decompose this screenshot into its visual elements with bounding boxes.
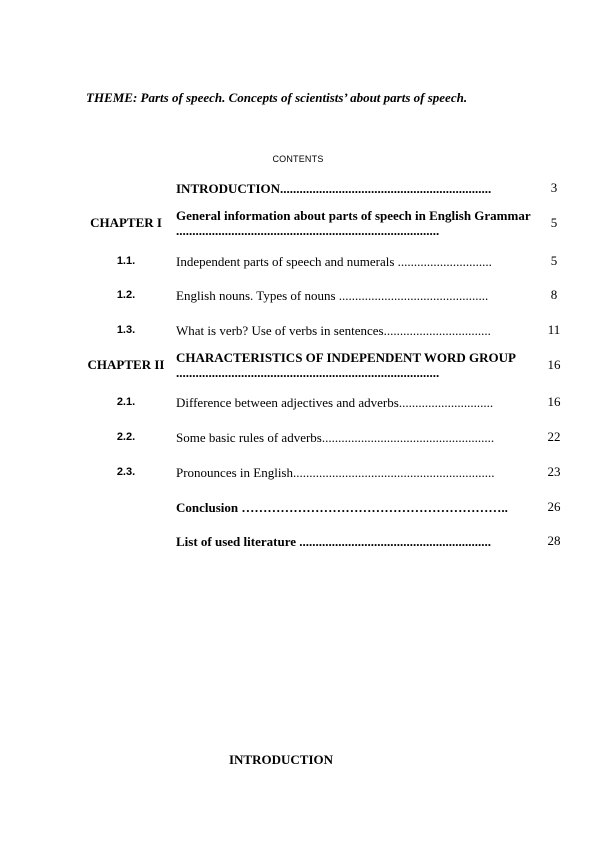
toc-number: 1.2. <box>116 289 136 301</box>
toc-page: 16 <box>547 357 561 372</box>
toc-row-2-3[interactable] <box>84 454 574 490</box>
toc-page: 5 <box>550 215 558 230</box>
toc-title: Conclusion …………………………………………………….. <box>176 499 508 515</box>
contents-title: CONTENTS <box>272 154 324 164</box>
toc-number: CHAPTER I <box>90 215 162 230</box>
toc-page: 11 <box>547 322 561 337</box>
toc-number <box>84 489 168 525</box>
toc-row-chapter-2[interactable] <box>84 347 574 383</box>
toc-title: Independent parts of speech and numerals ............................. <box>176 253 492 269</box>
toc-title: INTRODUCTION................................................................. <box>176 180 492 196</box>
toc-page: 23 <box>547 464 561 479</box>
toc-page: 22 <box>547 429 561 444</box>
toc-number <box>84 523 168 559</box>
toc-row-introduction[interactable] <box>84 170 574 206</box>
toc-page: 26 <box>547 499 561 514</box>
toc-title: What is verb? Use of verbs in sentences................................. <box>176 322 491 338</box>
toc-number: 1.3. <box>116 324 136 336</box>
toc-row-literature[interactable] <box>84 523 574 559</box>
introduction-heading: INTRODUCTION <box>228 752 333 767</box>
toc-page: 28 <box>547 533 561 548</box>
toc-row-2-2[interactable] <box>84 419 574 455</box>
toc-row-chapter-1[interactable] <box>84 205 574 241</box>
toc-title: List of used literature ........................................................... <box>176 533 491 549</box>
toc-number: 2.1. <box>116 396 136 408</box>
toc-page: 5 <box>550 253 558 268</box>
toc-number <box>84 170 168 206</box>
toc-row-1-1[interactable] <box>84 243 574 279</box>
toc-title: Pronounces in English.............................................................. <box>176 464 495 480</box>
toc-row-conclusion[interactable] <box>84 489 574 525</box>
toc-row-2-1[interactable] <box>84 384 574 420</box>
toc-number: 2.3. <box>116 466 136 478</box>
toc-page: 3 <box>550 180 558 195</box>
toc-number: CHAPTER II <box>87 357 165 372</box>
toc-number: 2.2. <box>116 431 136 443</box>
toc-row-1-2[interactable] <box>84 277 574 313</box>
toc-title: English nouns. Types of nouns .............................................. <box>176 287 489 303</box>
toc-title: Some basic rules of adverbs..................................................... <box>176 429 495 445</box>
toc-title: CHARACTERISTICS OF INDEPENDENT WORD GROUP ................................................................................. <box>176 350 516 380</box>
toc-number: 1.1. <box>116 255 136 267</box>
toc-page: 8 <box>550 287 558 302</box>
toc-title: General information about parts of speech in English Grammar ................................................................................. <box>176 208 531 238</box>
theme-heading: THEME: Parts of speech. Concepts of scientists’ about parts of speech. <box>86 90 468 105</box>
toc-row-1-3[interactable] <box>84 312 574 348</box>
toc-title: Difference between adjectives and adverbs............................. <box>176 394 494 410</box>
toc-page: 16 <box>547 394 561 409</box>
